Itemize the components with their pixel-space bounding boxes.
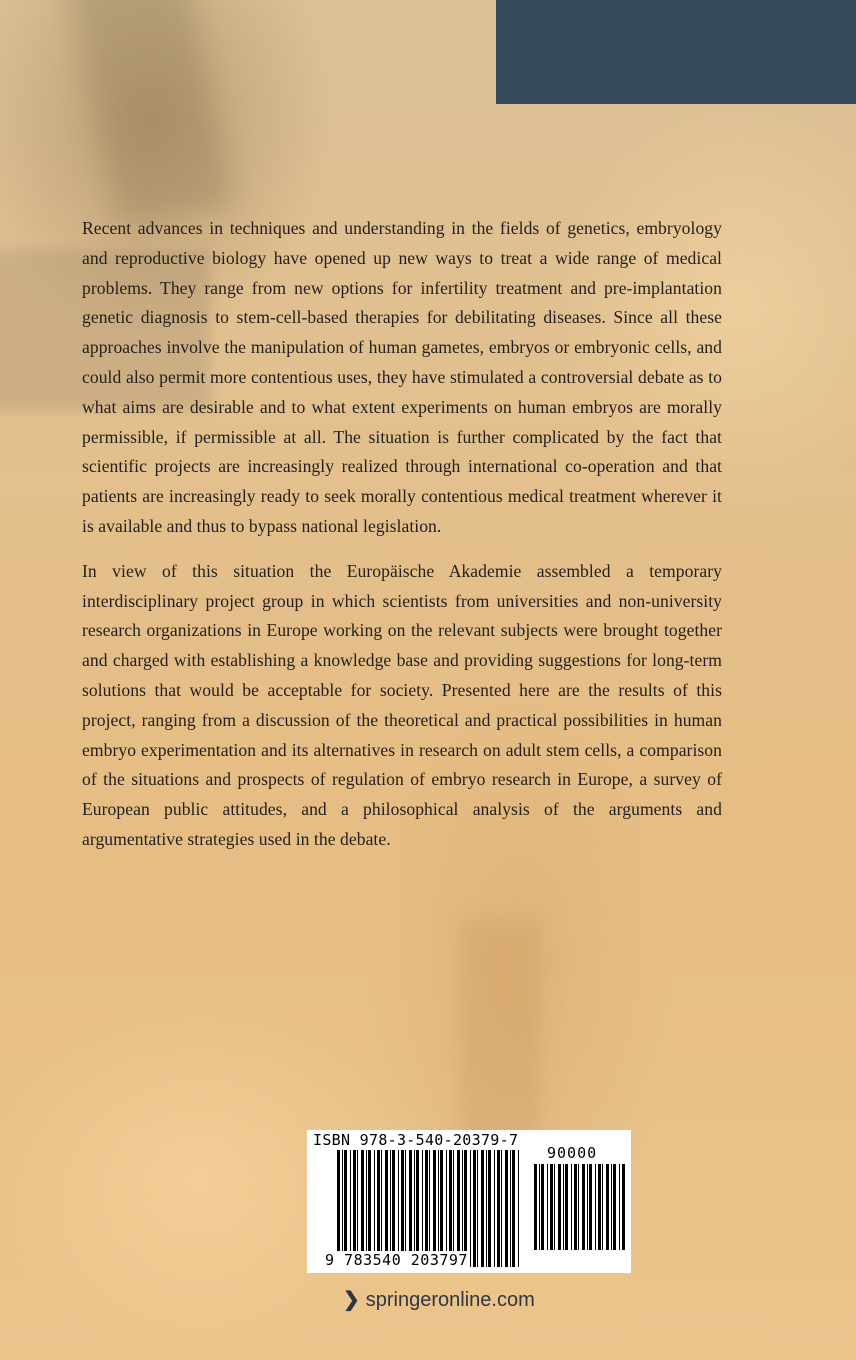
cover-blurb xyxy=(82,214,722,870)
chevron-right-icon: ❯ xyxy=(343,1289,360,1311)
accent-panel xyxy=(496,0,856,104)
publisher-website[interactable] xyxy=(343,1287,535,1312)
isbn-barcode xyxy=(307,1130,631,1273)
isbn-label: ISBN 978-3-540-20379-7 xyxy=(313,1131,519,1149)
price-code: 90000 xyxy=(547,1144,598,1162)
background-shadow xyxy=(64,0,235,230)
website-label: springeronline.com xyxy=(365,1289,535,1311)
ean-digits: 9 783540 203797 xyxy=(325,1251,468,1269)
blurb-paragraph-1: Recent advances in techniques and understanding in the fields of genetics, embryology and reproductive biology have opened up new ways to treat a wide range of medical problems. They range from new options for infertility treatment and pre-implantation genetic diagnosis to stem-cell-based therapies for debilitating diseases. Since all these approaches involve the manipulation of human gametes, embryos or embryonic cells, and could also permit more contentious uses, they have stimulated a controversial debate as to what aims are desirable and to what extent experiments on human embryos are morally permissible, if permissible at all. The situation is further complicated by the fact that scientific projects are increasingly realized through international co-operation and that patients are increasingly ready to seek morally contentious medical treatment wherever it is available and thus to bypass national legislation. xyxy=(82,218,722,536)
blurb-paragraph-2: In view of this situation the Europäische Akademie assembled a temporary interdisciplinary project group in which scientists from universities and non-university research organizations in Europe working on the relevant subjects were brought together and charged with establishing a knowledge base and providing suggestions for long-term solutions that would be acceptable for society. Presented here are the results of this project, ranging from a discussion of the theoretical and practical possibilities in human embryo experimentation and its alternatives in research on adult stem cells, a comparison of the situations and prospects of regulation of embryo research in Europe, a survey of European public attitudes, and a philosophical analysis of the arguments and argumentative strategies used in the debate. xyxy=(82,560,722,849)
